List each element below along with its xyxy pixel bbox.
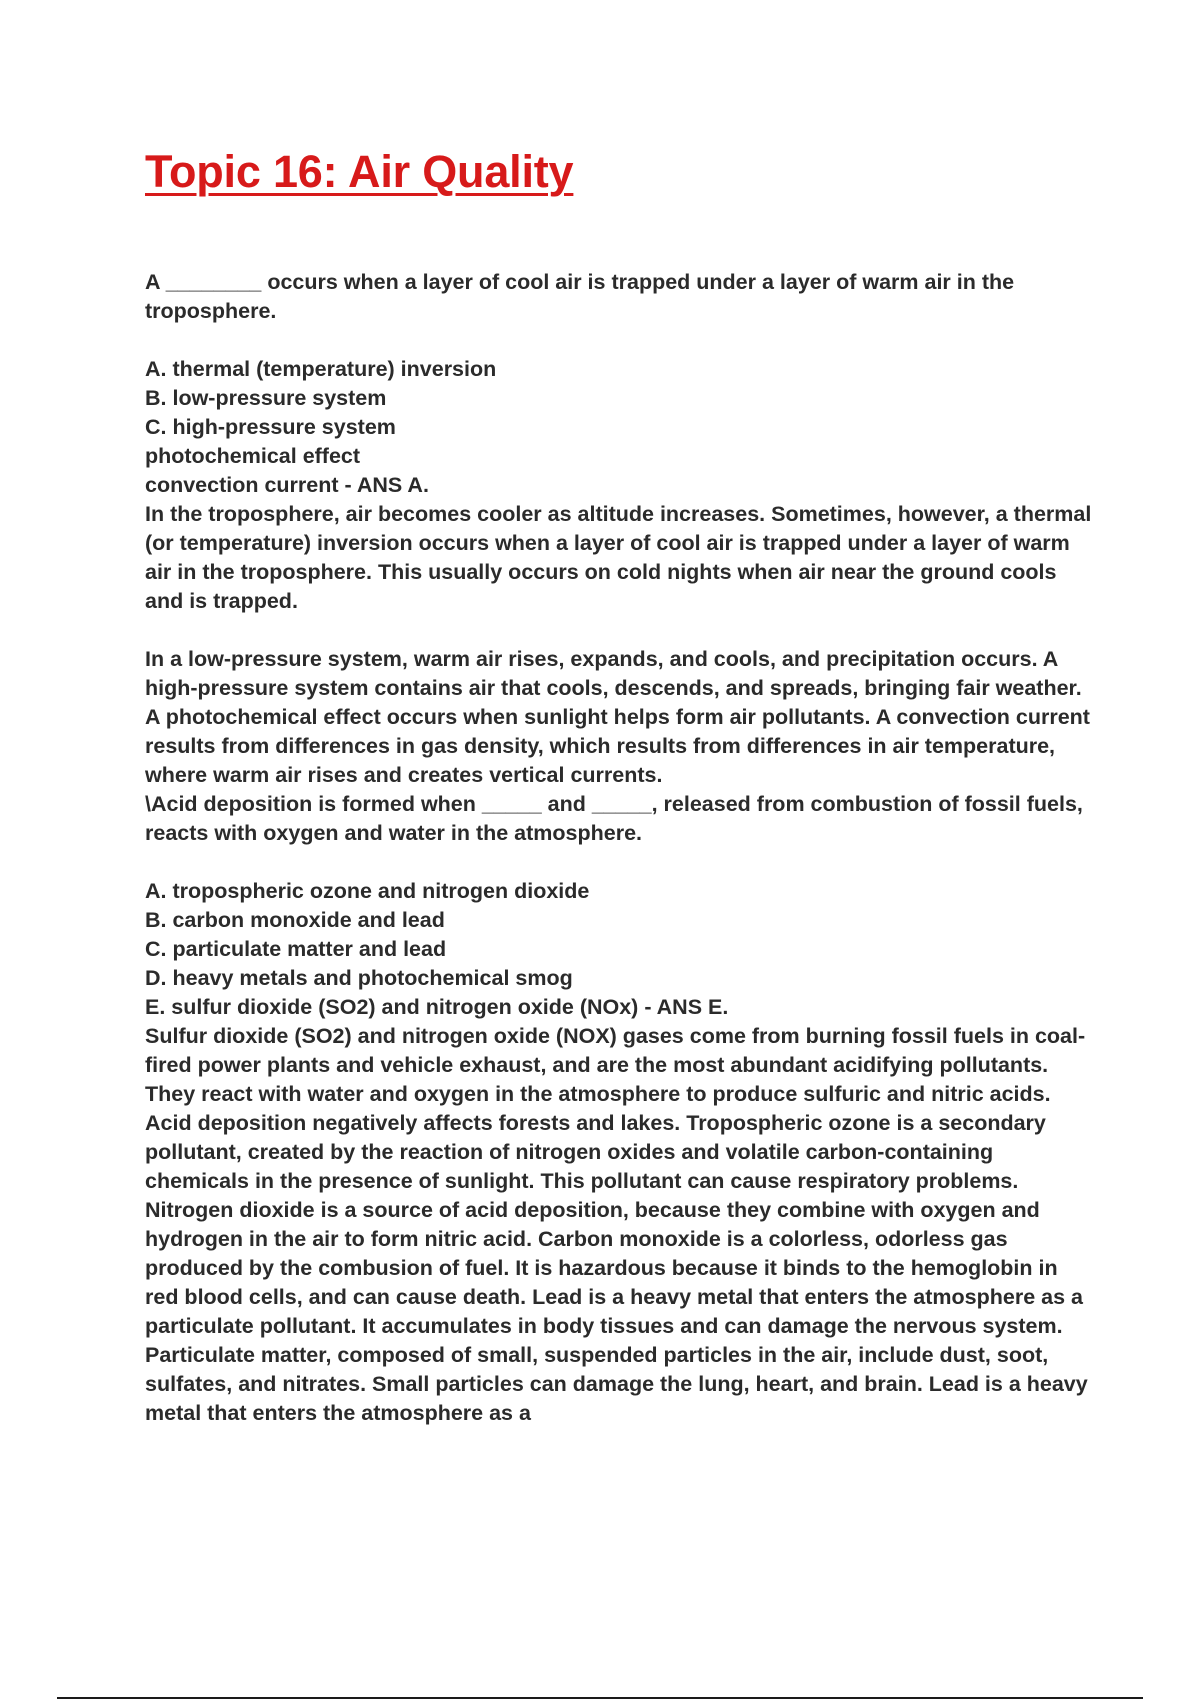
spacer (145, 326, 1095, 355)
question-1-option: C. high-pressure system (145, 415, 396, 439)
document-body (145, 268, 1095, 1428)
spacer (145, 616, 1095, 645)
question-2-option: B. carbon monoxide and lead (145, 908, 445, 932)
question-2-option: C. particulate matter and lead (145, 937, 447, 961)
question-1-explanation-1: In the troposphere, air becomes cooler as altitude increases. Sometimes, however, a thermal (or temperature) inversion occurs when a layer of cool air is trapped under a layer of warm air in the troposphere. This usually occurs on cold nights when air near the ground cools and is trapped. (145, 502, 1092, 613)
question-2-answer: E. sulfur dioxide (SO2) and nitrogen oxide (NOx) - ANS E. (145, 995, 729, 1019)
question-2-option: A. tropospheric ozone and nitrogen dioxide (145, 879, 590, 903)
page-title: Topic 16: Air Quality (145, 146, 574, 197)
question-2-explanation: Sulfur dioxide (SO2) and nitrogen oxide (NOX) gases come from burning fossil fuels in coal-fired power plants and vehicle exhaust, and are the most abundant acidifying pollutants. They react with water and oxygen in the atmosphere to produce sulfuric and nitric acids. Acid deposition negatively affects forests and lakes. Tropospheric ozone is a secondary pollutant, created by the reaction of nitrogen oxides and volatile carbon-containing chemicals in the presence of sunlight. This pollutant can cause respiratory problems. Nitrogen dioxide is a source of acid deposition, because they combine with oxygen and hydrogen in the air to form nitric acid. Carbon monoxide is a colorless, odorless gas produced by the combusion of fuel. It is hazardous because it binds to the hemoglobin in red blood cells, and can cause death. Lead is a heavy metal that enters the atmosphere as a particulate pollutant. It accumulates in body tissues and can damage the nervous system. Particulate matter, composed of small, suspended particles in the air, include dust, soot, sulfates, and nitrates. Small particles can damage the lung, heart, and brain. Lead is a heavy metal that enters the atmosphere as a (145, 1024, 1088, 1425)
question-1-stem-line-2: troposphere. (145, 299, 277, 323)
question-1-explanation-2: In a low-pressure system, warm air rises, expands, and cools, and precipitation occurs. A high-pressure system contains air that cools, descends, and spreads, bringing fair weather. A photochemical effect occurs when sunlight helps form air pollutants. A convection current results from differences in gas density, which results from differences in air temperature, where warm air rises and creates vertical currents. (145, 647, 1090, 787)
question-1-option: B. low-pressure system (145, 386, 387, 410)
question-1-stem (145, 268, 1095, 326)
question-1-option: photochemical effect (145, 444, 361, 468)
page-bottom-rule (57, 1697, 1143, 1699)
question-1-option: A. thermal (temperature) inversion (145, 357, 497, 381)
question-1-stem-line-1: A ________ occurs when a layer of cool air is trapped under a layer of warm air in the (145, 270, 1015, 294)
question-2-stem: \Acid deposition is formed when _____ and _____, released from combustion of fossil fuels, reacts with oxygen and water in the atmosphere. (145, 792, 1083, 845)
question-2-option: D. heavy metals and photochemical smog (145, 966, 573, 990)
question-1-answer: convection current - ANS A. (145, 473, 429, 497)
spacer (145, 848, 1095, 877)
